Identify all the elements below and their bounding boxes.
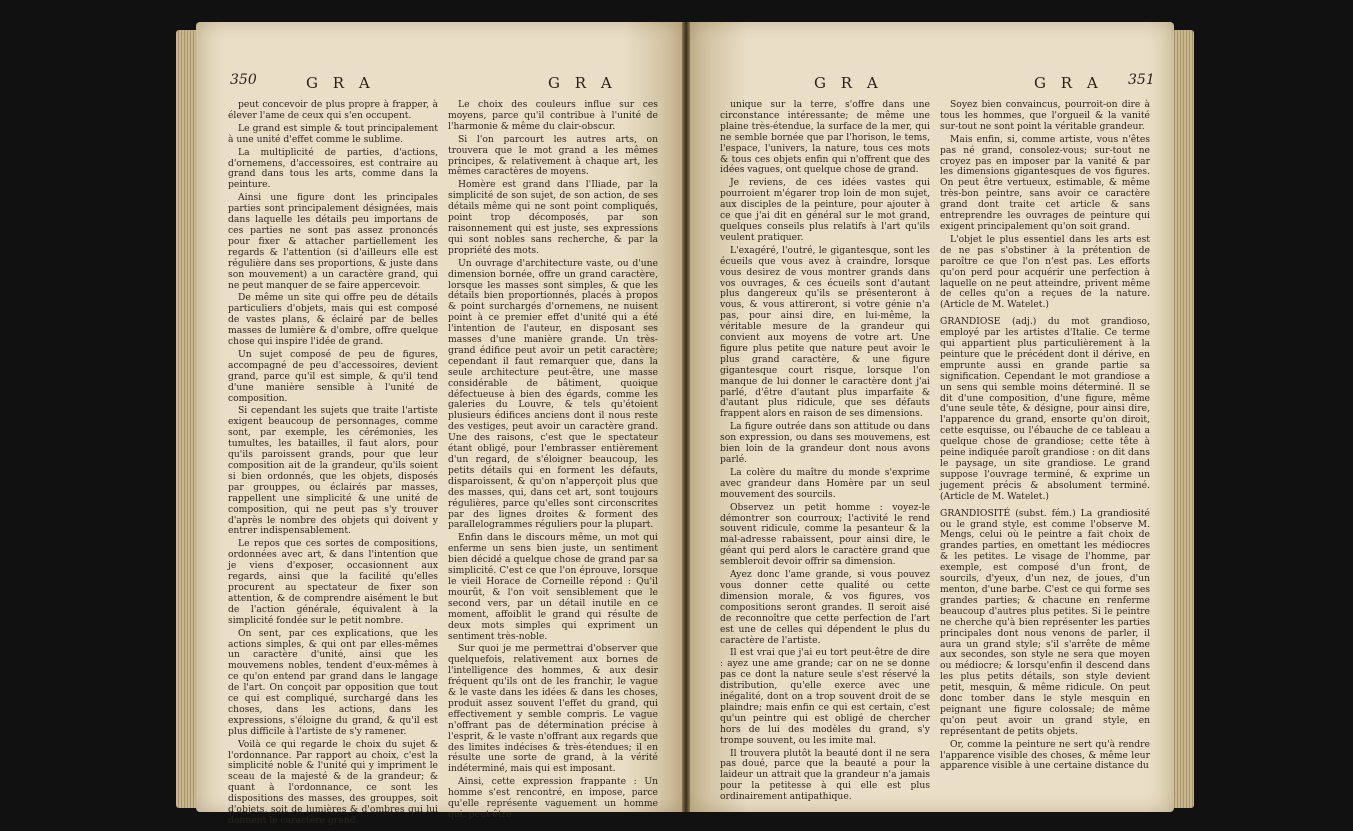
paragraph: Sur quoi je me permettrai d'observer que quelquefois, relativement aux bornes de l'intelligence des hommes, & aux desir fréquent qu'ils ont de les franchir, le vague & le vaste dans les idées & dans les choses, produit assez souvent l'effet du grand, qui effectivement y semble compris. Le vague n'offrant pas de détermination précise à l'esprit, & le vaste n'offrant aux regards que des limites indécises & très-étendues; il en résulte une sorte de grand, à la vérité indéterminé, mais qui est imposant. bbox=[448, 643, 658, 775]
paragraph: La colère du maître du monde s'exprime avec grandeur dans Homère par un seul mouvement des sourcils. bbox=[720, 466, 930, 500]
paragraph: Or, comme la peinture ne sert qu'à rendre l'apparence visible des choses, & même leur apparence visible à une certaine distance du bbox=[940, 738, 1150, 772]
right-page-number: 351 bbox=[1128, 72, 1155, 88]
left-page-column-2 bbox=[448, 100, 658, 823]
paragraph: GRANDIOSE (adj.) du mot grandioso, employé par les artistes d'Italie. Ce terme qui appartient plus particulièrement à la peinture que le précédent dont il dérive, en emprunte aussi en grande partie sa signification. Cependant le mot grandiose a un sens qui semble moins déterminé. Il se dit d'une composition, d'une figure, même d'une seule tête, & désigne, pour ainsi dire, l'apparence du grand, ensorte qu'on diroit, cette esquisse, ou l'ébauche de ce tableau a quelque chose de grandiose; cette tête à peine indiquée paroît grandiose : on dit dans le paysage, un site grandiose. Le grand suppose l'ouvrage terminé, & exprime un jugement précis & absolument terminé. (Article de M. Watelet.) bbox=[940, 316, 1150, 502]
paragraph: Homère est grand dans l'Iliade, par la simplicité de son sujet, de son action, de ses détails même qui ne sont point compliqués, point trop décomposés, par son raisonnement qui est juste, ses expressions qui sont nobles sans recherche, & par la propriété des mots. bbox=[448, 179, 658, 256]
paragraph: Enfin dans le discours même, un mot qui enferme un sens bien juste, un sentiment bien décidé a quelque chose de grand par sa simplicité. C'est ce que l'on éprouve, lorsque le vieil Horace de Corneille répond : Qu'il mourût, & l'on voit sensiblement que le second vers, par un détail inutile en ce moment, affoiblit le grand qui résulte de deux mots simples qui expriment un sentiment très-noble. bbox=[448, 532, 658, 642]
paragraph: Je reviens, de ces idées vastes qui pourroient m'égarer trop loin de mon sujet, aux disciples de la peinture, pour ajouter à ce que j'ai dit en général sur le mot grand, quelques conseils plus relatifs à l'art qu'ils veulent pratiquer. bbox=[720, 177, 930, 243]
paragraph: Si l'on parcourt les autres arts, on trouvera que le mot grand a les mêmes principes, & relativement à chaque art, les mêmes caractères de moyens. bbox=[448, 133, 658, 178]
paragraph: La multiplicité de parties, d'actions, d'ornemens, d'accessoires, est contraire au grand dans tous les arts, comme dans la peinture. bbox=[228, 146, 438, 191]
right-page-column-1 bbox=[720, 100, 930, 805]
left-page-edges bbox=[176, 30, 196, 808]
paragraph: Un sujet composé de peu de figures, accompagné de peu d'accessoires, devient grand, parce qu'il est simple, & qu'il tend d'une manière sensible à l'unité de composition. bbox=[228, 348, 438, 404]
paragraph: Ayez donc l'ame grande, si vous pouvez vous donner cette qualité ou cette dimension morale, & vos figures, vos compositions seront grandes. Il seroit aisé de reconnoître que cette perfection de l'art est une de celles qui dépendent le plus du caractère de l'artiste. bbox=[720, 569, 930, 646]
left-running-head-2: G R A bbox=[548, 74, 617, 92]
paragraph: Le choix des couleurs influe sur ces moyens, parce qu'il contribue à l'unité de l'harmonie & même du clair-obscur. bbox=[448, 99, 658, 132]
paragraph: unique sur la terre, s'offre dans une circonstance intéressante; de même une plaine très-étendue, la surface de la mer, qui ne semble bornée que par l'horison, le tems, l'espace, l'univers, la nature, tous ces mots & tous ces objets enfin qui n'offrent que des idées vagues, ont quelque chose de grand. bbox=[720, 99, 930, 176]
paragraph: Il est vrai que j'ai eu tort peut-être de dire : ayez une ame grande; car on ne se donne pas ce dont la nature seule s'est réservé la distribution, qu'elle exerce avec une inégalité, dont on a trop souvent droit de se plaindre; mais enfin ce qui est certain, c'est qu'un peintre qui est obligé de chercher hors de lui des modèles du grand, s'y trompe souvent, ou les imite mal. bbox=[720, 647, 930, 746]
left-page bbox=[196, 22, 682, 826]
paragraph: GRANDIOSITÉ (subst. fém.) La grandiosité ou le grand style, est comme l'observe M. Mengs, celui où le peintre a fait choix de grandes parties, en omettant les médiocres & les petites. Le visage de l'homme, par exemple, est composé d'un front, de sourcils, d'yeux, d'un nez, de joues, d'un menton, d'une barbe. C'est ce qui forme ses grandes parties; & chacune en renferme beaucoup d'autres plus petites. Si le peintre ne cherche qu'à bien représenter les parties principales dont nous venons de parler, il aura un grand style; s'il s'arrête de même aux secondes, son style ne sera que moyen ou médiocre; & lorsqu'enfin il descend dans les plus petits détails, son style devient petit, mesquin, & même ridicule. On peut donc tomber dans le style mesquin en peignant une figure colossale; de même qu'on peut avoir un grand style, en représentant de petits objets. bbox=[940, 507, 1150, 737]
right-running-head-2: G R A bbox=[1034, 74, 1103, 92]
paragraph: Soyez bien convaincus, pourroit-on dire à tous les hommes, que l'orgueil & la vanité sur-tout ne sont point la véritable grandeur. bbox=[940, 99, 1150, 132]
paragraph: Ainsi, cette expression frappante : Un homme s'est rencontré, en impose, parce qu'elle représente vaguement un homme qui, peut-être bbox=[448, 776, 658, 820]
paragraph: Ainsi une figure dont les principales parties sont principalement désignées, mais dans laquelle les détails peu importans de ces parties ne sont pas assez prononcés pour fixer & attacher partiellement les regards & l'attention (si d'ailleurs elle est régulière dans ses proportions, & juste dans son mouvement) a un caractère grand, qui ne peut manquer de se faire appercevoir. bbox=[228, 192, 438, 291]
left-page-column-1 bbox=[228, 100, 438, 829]
paragraph: Le repos que ces sortes de compositions, ordonnées avec art, & dans l'intention que je viens d'exposer, occasionnent aux regards, ainsi que la facilité qu'elles procurent au spectateur de fixer son attention, & de comprendre aisément le but de l'action générale, équivalent à la simplicité fondée sur le petit nombre. bbox=[228, 538, 438, 626]
right-page-edges bbox=[1174, 30, 1194, 808]
paragraph: L'exagéré, l'outré, le gigantesque, sont les écueils que vous avez à craindre, lorsque vous desirez de vous montrer grands dans vos ouvrages, & ces écueils sont d'autant plus dangereux qu'ils se présenteront à vous, & vous attireront, si votre génie n'a pas, pour ainsi dire, en lui-même, la véritable mesure de la grandeur qui convient aux moyens de votre art. Une figure plus petite que nature peut avoir le plus grand caractère, & une figure gigantesque court risque, lorsque l'on manque de lui donner le caractère dont j'ai parlé, d'être d'autant plus imparfaite & d'autant plus ridicule, que ses défauts frappent alors en raison de ses dimensions. bbox=[720, 244, 930, 420]
paragraph: L'objet le plus essentiel dans les arts est de ne pas s'obstiner à la prétention de paroître ce que l'on n'est pas. Les efforts qu'on perd pour acquérir une perfection à laquelle on ne peut atteindre, privent même de celles qu'on a reçues de la nature. (Article de M. Watelet.) bbox=[940, 233, 1150, 311]
left-running-head-1: G R A bbox=[306, 74, 375, 92]
paragraph: peut concevoir de plus propre à frapper, à élever l'ame de ceux qui s'en occupent. bbox=[228, 99, 438, 121]
right-page bbox=[690, 22, 1174, 812]
paragraph: La figure outrée dans son attitude ou dans son expression, ou dans ses mouvemens, est bien loin de la grandeur dont nous avons parlé. bbox=[720, 421, 930, 465]
paragraph: Le grand est simple & tout principalement à une unité d'effet comme le sublime. bbox=[228, 122, 438, 145]
paragraph: Observez un petit homme : voyez-le démontrer son courroux; l'activité le rend souvent ridicule, comme la pesanteur & la mal-adresse rabaissent, pour ainsi dire, le géant qui perd alors le caractère grand que sembleroit devoir offrir sa dimension. bbox=[720, 501, 930, 568]
left-page-number: 350 bbox=[230, 72, 257, 88]
paragraph: De même un site qui offre peu de détails particuliers d'objets, mais qui est composé de vastes plans, & éclairé par de belles masses de lumière & d'ombre, offre quelque chose qui inspire l'idée de grand. bbox=[228, 292, 438, 348]
paragraph: Il trouvera plutôt la beauté dont il ne sera pas doué, parce que la beauté a pour la laideur un attrait que la grandeur n'a jamais pour la petitesse à qui elle est plus ordinairement antipathique. bbox=[720, 747, 930, 803]
paragraph: On sent, par ces explications, que les actions simples, & qui ont par elles-mêmes un caractère d'unité, ainsi que les mouvemens nobles, tendent d'eux-mêmes à ce qu'on entend par grand dans le langage de l'art. On conçoit par opposition que tout ce qui est compliqué, surchargé dans les choses, dans les actions, dans les expressions, s'éloigne du grand, & qu'il est plus difficile à l'artiste de s'y ramener. bbox=[228, 627, 438, 737]
paragraph: Si cependant les sujets que traite l'artiste exigent beaucoup de personnages, comme sont, par exemple, les cérémonies, les tumultes, les batailles, il faut alors, pour qu'ils paroissent grands, pour que leur composition ait de la grandeur, qu'ils soient si bien ordonnés, que les objets, disposés par grouppes, ou éclairés par masses, rappellent une simplicité & une unité de composition, qui ne peut pas s'y trouver d'après le nombre des objets qui doivent y entrer indispensablement. bbox=[228, 405, 438, 537]
paragraph: Voilà ce qui regarde le choix du sujet & l'ordonnance. Par rapport au choix, c'est la simplicité noble & l'unité qui y impriment le sceau de la majesté & de la grandeur; & quant à l'ordonnance, ce sont les dispositions des masses, des grouppes, soit d'objets, soit de lumières & d'ombres qui lui donnent le caractère grand. bbox=[228, 738, 438, 826]
paragraph: Mais enfin, si, comme artiste, vous n'êtes pas né grand, consolez-vous; sur-tout ne croyez pas en imposer par la vanité & par les dimensions gigantesques de vos figures. On peut être vertueux, estimable, & même très-bon peintre, sans avoir ce caractère grand dont traite cet article & sans entreprendre les ouvrages de peinture qui exigent principalement qu'on soit grand. bbox=[940, 133, 1150, 232]
book-gutter bbox=[682, 22, 690, 812]
paragraph: Un ouvrage d'architecture vaste, ou d'une dimension bornée, offre un grand caractère, lorsque les masses sont simples, & que les détails bien proportionnés, placés à propos & point surchargés d'ornemens, ne nuisent point à ce premier effet d'unité qui a été l'intention de l'auteur, en disposant ses masses d'une manière grande. Un très-grand édifice peut avoir un petit caractère; cependant il faut remarquer que, dans la seule architecture peut-être, une masse considérable de bâtiment, quoique défectueuse à bien des égards, comme les galeries du Louvre, & tels qu'étoient plusieurs édifices anciens dont il nous reste des vestiges, peut avoir un caractère grand. Une des raisons, c'est que le spectateur étant obligé, pour l'embrasser entièrement d'un regard, de s'éloigner beaucoup, les petits détails qui en forment les défauts, disparoissent, & qu'on n'apperçoit plus que des masses, qui, dans cet art, sont toujours régulières, parce qu'elles sont circonscrites par des lignes droites & forment des parallelogrammes réguliers pour la plupart. bbox=[448, 257, 658, 531]
right-page-column-2 bbox=[940, 100, 1150, 774]
right-running-head-1: G R A bbox=[814, 74, 883, 92]
